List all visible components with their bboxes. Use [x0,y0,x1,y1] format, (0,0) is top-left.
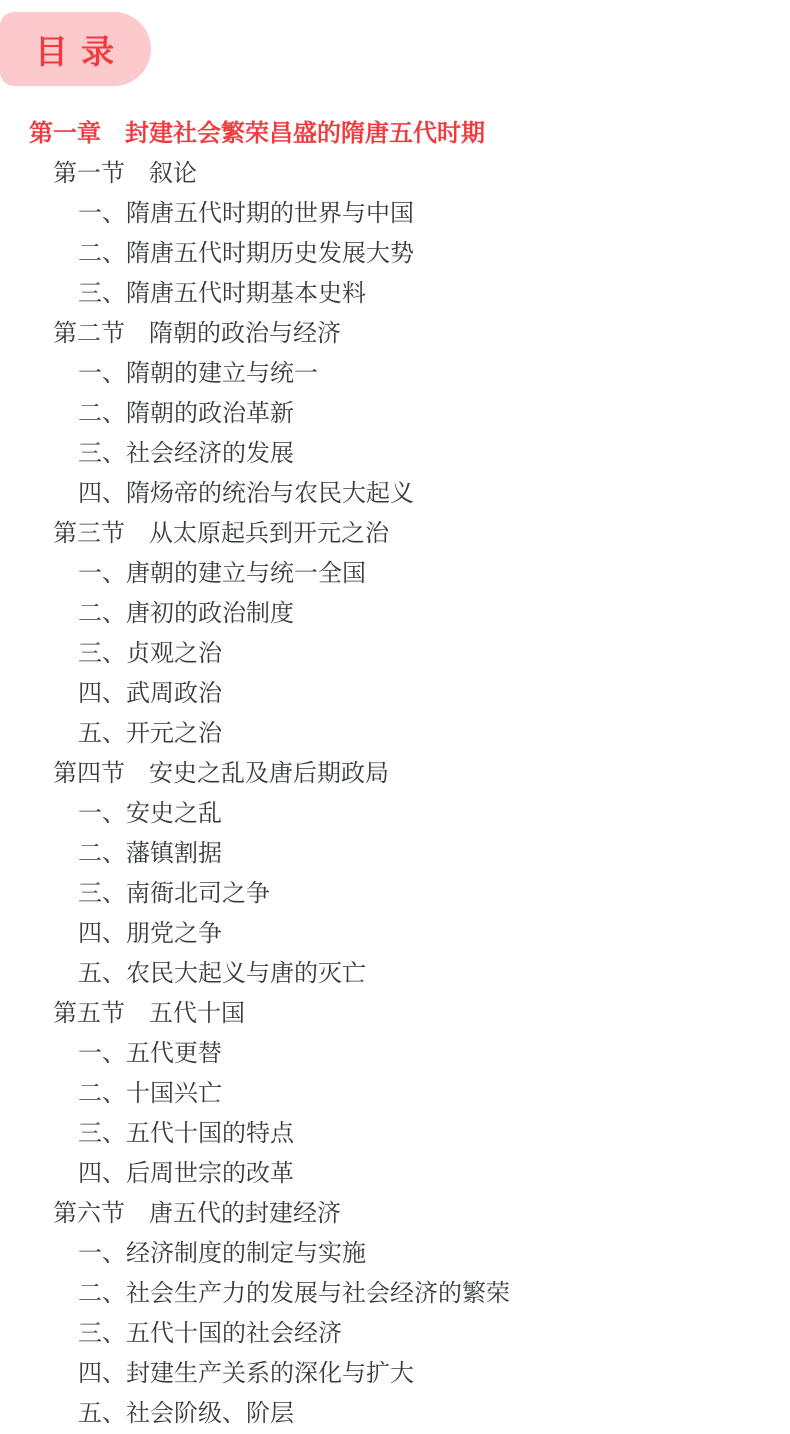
toc-item-row[interactable]: 一、五代更替 [78,1040,222,1067]
toc-item-row[interactable]: 一、隋朝的建立与统一 [78,360,318,387]
toc-header-pill [0,12,151,86]
toc-item-row[interactable]: 三、南衙北司之争 [78,880,270,907]
toc-section-row[interactable]: 第五节 五代十国 [53,1000,245,1027]
toc-item-row[interactable]: 二、藩镇割据 [78,840,222,867]
toc-item-row[interactable]: 三、五代十国的社会经济 [78,1320,342,1347]
toc-item-row[interactable]: 二、隋朝的政治革新 [78,400,294,427]
toc-item-row[interactable]: 二、隋唐五代时期历史发展大势 [78,240,414,267]
toc-item-row[interactable]: 四、后周世宗的改革 [78,1160,294,1187]
toc-section-row[interactable]: 第四节 安史之乱及唐后期政局 [53,760,389,787]
toc-list [0,114,790,1434]
toc-item-row[interactable]: 五、农民大起义与唐的灭亡 [78,960,366,987]
toc-item-row[interactable]: 三、社会经济的发展 [78,440,294,467]
toc-item-row[interactable]: 五、社会阶级、阶层 [78,1400,294,1427]
toc-section-row[interactable]: 第六节 唐五代的封建经济 [53,1200,341,1227]
toc-item-row[interactable]: 二、社会生产力的发展与社会经济的繁荣 [78,1280,510,1307]
page-title: 目 录 [34,32,117,70]
toc-item-row[interactable]: 一、经济制度的制定与实施 [78,1240,366,1267]
toc-item-row[interactable]: 三、隋唐五代时期基本史料 [78,280,366,307]
toc-item-row[interactable]: 一、隋唐五代时期的世界与中国 [78,200,414,227]
toc-chapter-row[interactable]: 第一章 封建社会繁荣昌盛的隋唐五代时期 [29,120,485,147]
toc-item-row[interactable]: 二、唐初的政治制度 [78,600,294,627]
toc-item-row[interactable]: 四、封建生产关系的深化与扩大 [78,1360,414,1387]
toc-item-row[interactable]: 三、五代十国的特点 [78,1120,294,1147]
toc-item-row[interactable]: 四、武周政治 [78,680,222,707]
toc-section-row[interactable]: 第三节 从太原起兵到开元之治 [53,520,389,547]
toc-item-row[interactable]: 四、朋党之争 [78,920,222,947]
toc-item-row[interactable]: 五、开元之治 [78,720,222,747]
toc-item-row[interactable]: 二、十国兴亡 [78,1080,222,1107]
toc-section-row[interactable]: 第二节 隋朝的政治与经济 [53,320,341,347]
toc-item-row[interactable]: 四、隋炀帝的统治与农民大起义 [78,480,414,507]
toc-section-row[interactable]: 第一节 叙论 [53,160,197,187]
toc-item-row[interactable]: 一、安史之乱 [78,800,222,827]
toc-item-row[interactable]: 三、贞观之治 [78,640,222,667]
toc-item-row[interactable]: 一、唐朝的建立与统一全国 [78,560,366,587]
